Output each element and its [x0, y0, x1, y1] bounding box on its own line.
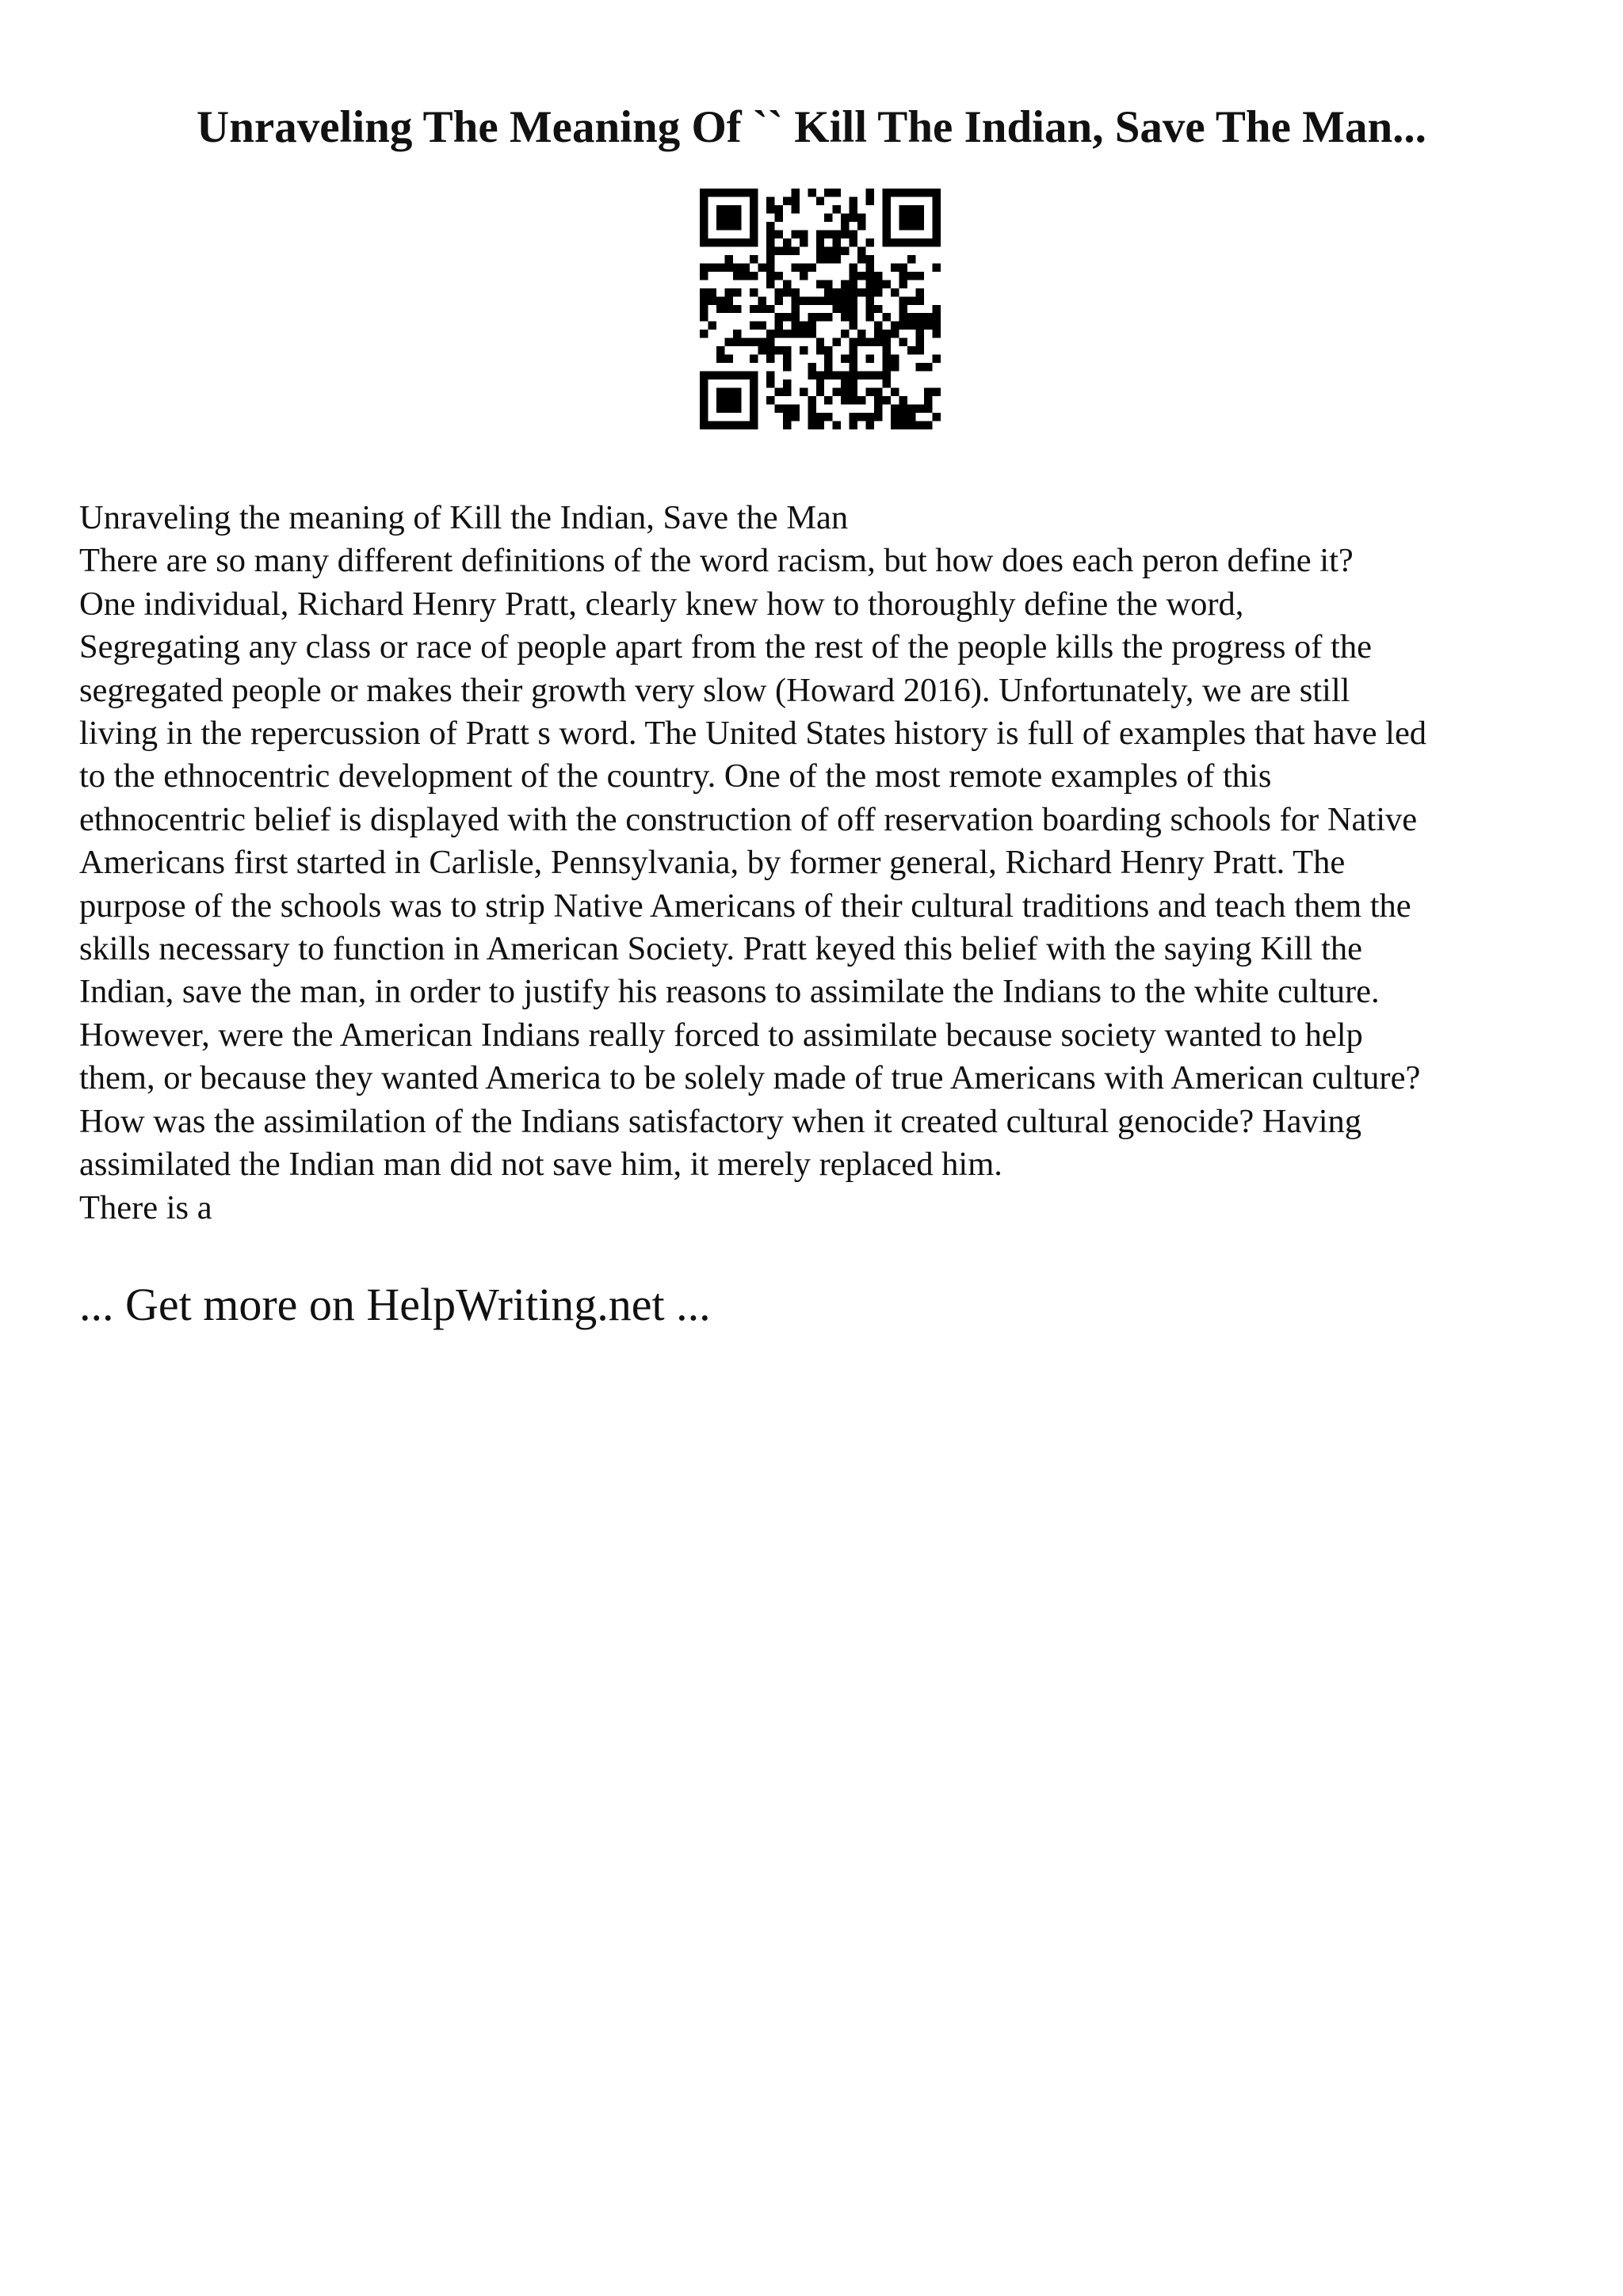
text-line: to the ethnocentric development of the country. One of the most remote examples of this: [79, 757, 1272, 795]
text-line: Americans first started in Carlisle, Pennsylvania, by former general, Richard Henry Pratt. The: [79, 844, 1346, 882]
text-line: Unraveling the meaning of Kill the Indian, Save the Man: [79, 499, 849, 536]
text-line: One individual, Richard Henry Pratt, clearly knew how to thoroughly define the word,: [79, 585, 1244, 623]
text-line: segregated people or makes their growth very slow (Howard 2016). Unfortunately, we are still: [79, 671, 1350, 709]
text-line: living in the repercussion of Pratt s word. The United States history is full of examples that have led: [79, 715, 1427, 753]
text-line: There is a: [79, 1188, 212, 1226]
article-excerpt: [79, 497, 1553, 1230]
text-line: Segregating any class or race of people apart from the rest of the people kills the progress of the: [79, 628, 1372, 666]
document-title: Unraveling The Meaning Of `` Kill The Indian, Save The Man...: [197, 102, 1426, 152]
get-more-link[interactable]: ... Get more on HelpWriting.net ...: [79, 1279, 711, 1330]
qr-code-icon: [700, 189, 941, 429]
text-line: How was the assimilation of the Indians satisfactory when it created cultural genocide? Having: [79, 1102, 1362, 1140]
text-line: skills necessary to function in American Society. Pratt keyed this belief with the saying Kill the: [79, 930, 1362, 968]
text-line: them, or because they wanted America to be solely made of true Americans with American culture?: [79, 1059, 1421, 1097]
text-line: There are so many different definitions of the word racism, but how does each peron define it?: [79, 542, 1354, 580]
text-line: purpose of the schools was to strip Native Americans of their cultural traditions and teach them the: [79, 887, 1411, 925]
text-line: ethnocentric belief is displayed with the construction of off reservation boarding schools for Native: [79, 800, 1418, 838]
text-line: Indian, save the man, in order to justify his reasons to assimilate the Indians to the white culture.: [79, 973, 1380, 1011]
text-line: However, were the American Indians really forced to assimilate because society wanted to help: [79, 1016, 1363, 1054]
text-line: assimilated the Indian man did not save him, it merely replaced him.: [79, 1146, 1002, 1184]
